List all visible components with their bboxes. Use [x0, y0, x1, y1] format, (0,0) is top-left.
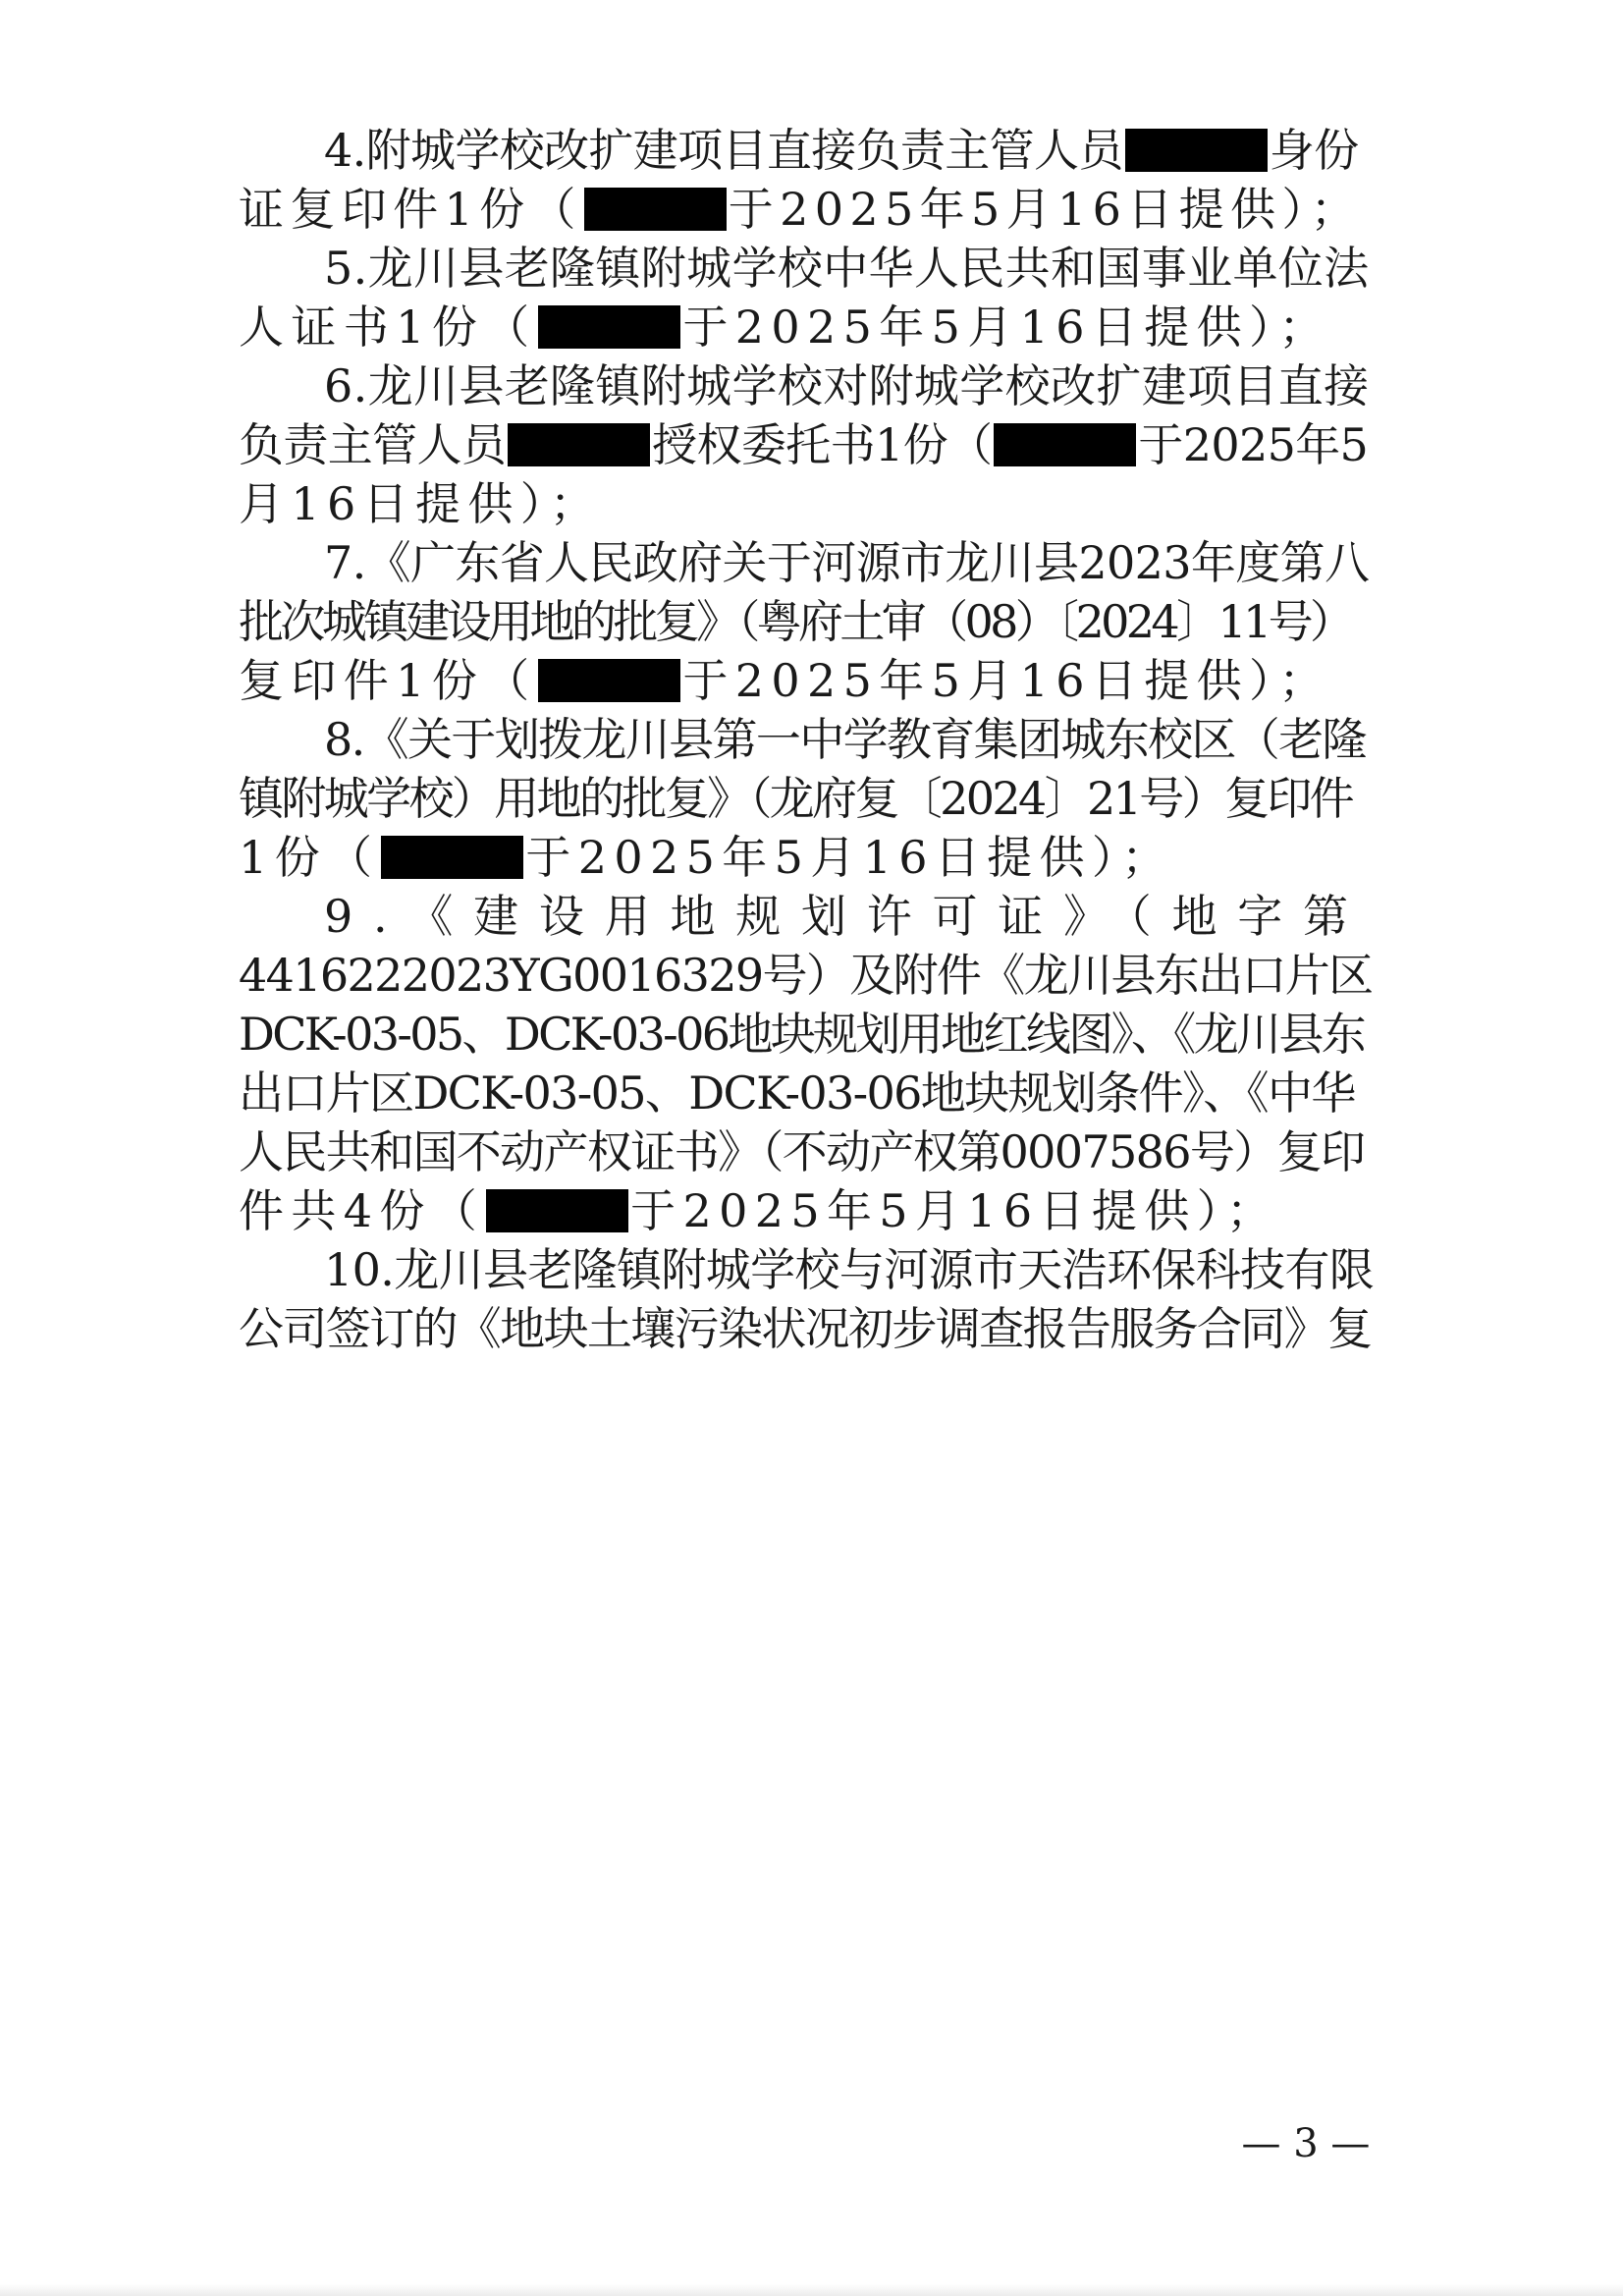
- redaction-block: [538, 305, 680, 349]
- text-line: 批次城镇建设用地的批复》（粤府土审（08）〔2024〕11号）: [239, 595, 1352, 648]
- text-segment: 证复印件1份（: [239, 183, 582, 236]
- text-line: 4416222023YG0016329号）及附件《龙川县东出口片区: [239, 949, 1373, 1002]
- text-segment: 于2025年5月16日提供）；: [630, 1184, 1279, 1237]
- text-segment: 于2025年5月16日提供）；: [728, 183, 1363, 236]
- text-line: 人民共和国不动产权证书》（不动产权第0007586号）复印: [239, 1125, 1365, 1178]
- redaction-block: [508, 423, 650, 466]
- redaction-block: [381, 836, 523, 879]
- redaction-block: [584, 188, 727, 231]
- text-line: 8.《关于划拨龙川县第一中学教育集团城东校区（老隆: [324, 713, 1366, 766]
- text-segment: 于2025年5: [1138, 418, 1369, 471]
- text-line: 7.《广东省人民政府关于河源市龙川县2023年度第八: [324, 536, 1370, 589]
- text-line: 月16日提供）；: [239, 477, 603, 530]
- text-segment: 1份（: [239, 831, 380, 884]
- text-line: 镇附城学校）用地的批复》（龙府复〔2024〕21号）复印件: [239, 772, 1353, 825]
- text-segment: 授权委托书1份（: [652, 418, 993, 471]
- text-segment: 于2025年5月16日提供）；: [682, 301, 1331, 354]
- page-number: — 3 —: [1241, 2121, 1371, 2166]
- text-segment: 4.附城学校改扩建项目直接负责主管人员: [324, 124, 1123, 177]
- text-line: 10.龙川县老隆镇附城学校与河源市天浩环保科技有限: [324, 1243, 1375, 1296]
- text-segment: 复印件1份（: [239, 654, 537, 707]
- text-line: 9.《建设用地规划许可证》（地字第: [324, 890, 1369, 943]
- text-segment: 件共4份（: [239, 1184, 485, 1237]
- text-line: 6.龙川县老隆镇附城学校对附城学校改扩建项目直接: [324, 359, 1370, 412]
- text-segment: 身份: [1269, 124, 1359, 177]
- text-line: 公司签订的《地块土壤污染状况初步调查报告服务合同》复: [239, 1302, 1372, 1355]
- text-segment: 人证书1份（: [239, 301, 537, 354]
- text-line: 5.龙川县老隆镇附城学校中华人民共和国事业单位法: [324, 242, 1370, 295]
- redaction-block: [994, 423, 1136, 466]
- text-segment: 于2025年5月16日提供）；: [525, 831, 1174, 884]
- redaction-block: [1125, 129, 1268, 172]
- text-line: 出口片区DCK-03-05、DCK-03-06地块规划条件》、《中华: [239, 1066, 1355, 1120]
- redaction-block: [538, 659, 680, 702]
- text-line: DCK-03-05、DCK-03-06地块规划用地红线图》、《龙川县东: [239, 1008, 1365, 1061]
- text-segment: 于2025年5月16日提供）；: [682, 654, 1331, 707]
- redaction-block: [486, 1189, 628, 1232]
- scan-bottom-edge: [0, 2284, 1623, 2296]
- text-segment: 负责主管人员: [239, 418, 507, 471]
